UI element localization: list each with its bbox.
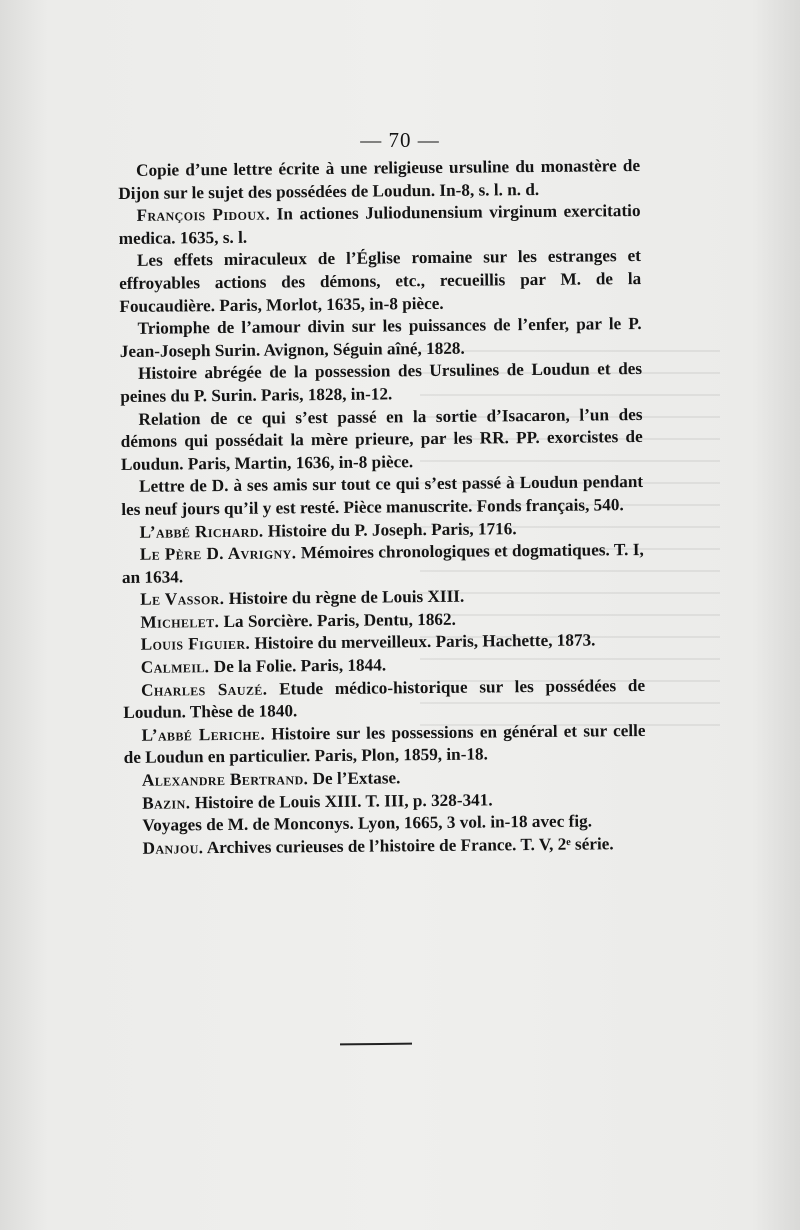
entry-text: In actiones Juliodunensium virginum exercitatio medica. 1635, s. l. — [118, 201, 641, 248]
entry-author: Bazin. — [142, 792, 191, 813]
entry-text: Histoire du merveilleux. Paris, Hachette, 1873. — [250, 630, 596, 654]
entry-text: Histoire du P. Joseph. Paris, 1716. — [263, 518, 517, 541]
entry-author: Alexandre Bertrand. — [141, 769, 309, 790]
entry-text: Copie d’une lettre écrite à une religieuse ursuline du monastère de Dijon sur le sujet des possédées de Loudun. In-8, s. l. n. d. — [118, 155, 641, 203]
entry-author: L’abbé Richard. — [139, 521, 264, 542]
entry-author: Danjou. — [142, 838, 204, 858]
entry-author: Michelet. — [140, 611, 220, 632]
entry-author: Le Père D. Avrigny. — [139, 543, 297, 564]
entry-text: Voyages de M. de Monconys. Lyon, 1665, 3 vol. in-18 avec fig. — [142, 811, 593, 836]
entry-text: Les effets miraculeux de l’Église romaine sur les estranges et effroyables actions des démons, etc., recueillis par M. de la Foucaudière. Paris, Morlot, 1635, in-8 pièce. — [119, 246, 642, 316]
closing-rule — [340, 1043, 412, 1046]
entry-text: Histoire du règne de Louis XIII. — [224, 586, 465, 609]
bibliography-list — [118, 155, 647, 860]
entry-text: Mémoires chronologiques et dogmatiques. T. I, an 1634. — [121, 540, 644, 587]
entry-text: Archives curieuses de l’histoire de France. T. V, 2ᵉ série. — [203, 834, 614, 858]
entry-text: Lettre de D. à ses amis sur tout ce qui s’est passé à Loudun pendant les neuf jours qu’il y est resté. Pièce manuscrite. Fonds français, 540. — [121, 472, 644, 519]
entry-author: Charles Sauzé. — [140, 679, 268, 700]
bibliography-entry — [123, 720, 645, 770]
entry-text: De l’Extase. — [308, 768, 401, 789]
bibliography-entry — [125, 833, 647, 861]
entry-text: Etude médico-historique sur les possédées de Loudun. Thèse de 1840. — [123, 675, 646, 723]
entry-text: De la Folie. Paris, 1844. — [209, 655, 387, 677]
entry-text: Histoire sur les possessions en général et sur celle de Loudun en particulier. Paris, Plon, 1859, in-18. — [123, 720, 646, 768]
bibliography-entry — [120, 404, 643, 477]
entry-author: François Pidoux. — [136, 204, 271, 226]
bibliography-entry — [123, 675, 645, 725]
bibliography-entry — [120, 358, 642, 408]
entry-author: Le Vassor. — [140, 589, 225, 610]
entry-text: Relation de ce qui s’est passé en la sortie d’Isacaron, l’un des démons qui possédait la mère prieure, par les RR. PP. exorcistes de Loudun. Paris, Martin, 1636, in-8 pièce. — [120, 404, 643, 474]
entry-text: La Sorcière. Paris, Dentu, 1862. — [219, 609, 456, 631]
entry-text: Histoire de Louis XIII. T. III, p. 328-341. — [190, 790, 493, 812]
bibliography-entry — [118, 155, 640, 205]
bibliography-entry — [120, 313, 642, 363]
entry-author: Calmeil. — [140, 657, 210, 677]
entry-author: Louis Figuier. — [140, 634, 251, 655]
entry-text: Histoire abrégée de la possession des Ursulines de Loudun et des peines du P. Surin. Paris, 1828, in-12. — [120, 359, 643, 406]
entry-text: Triomphe de l’amour divin sur les puissances de l’enfer, par le P. Jean-Joseph Surin. Avignon, Séguin aîné, 1828. — [119, 314, 642, 361]
bibliography-entry — [121, 471, 643, 521]
entry-author: L’abbé Leriche. — [141, 724, 266, 745]
page-number: — 70 — — [360, 128, 440, 152]
bibliography-entry — [122, 539, 644, 589]
bibliography-entry — [119, 245, 642, 318]
bibliography-entry — [118, 200, 640, 250]
